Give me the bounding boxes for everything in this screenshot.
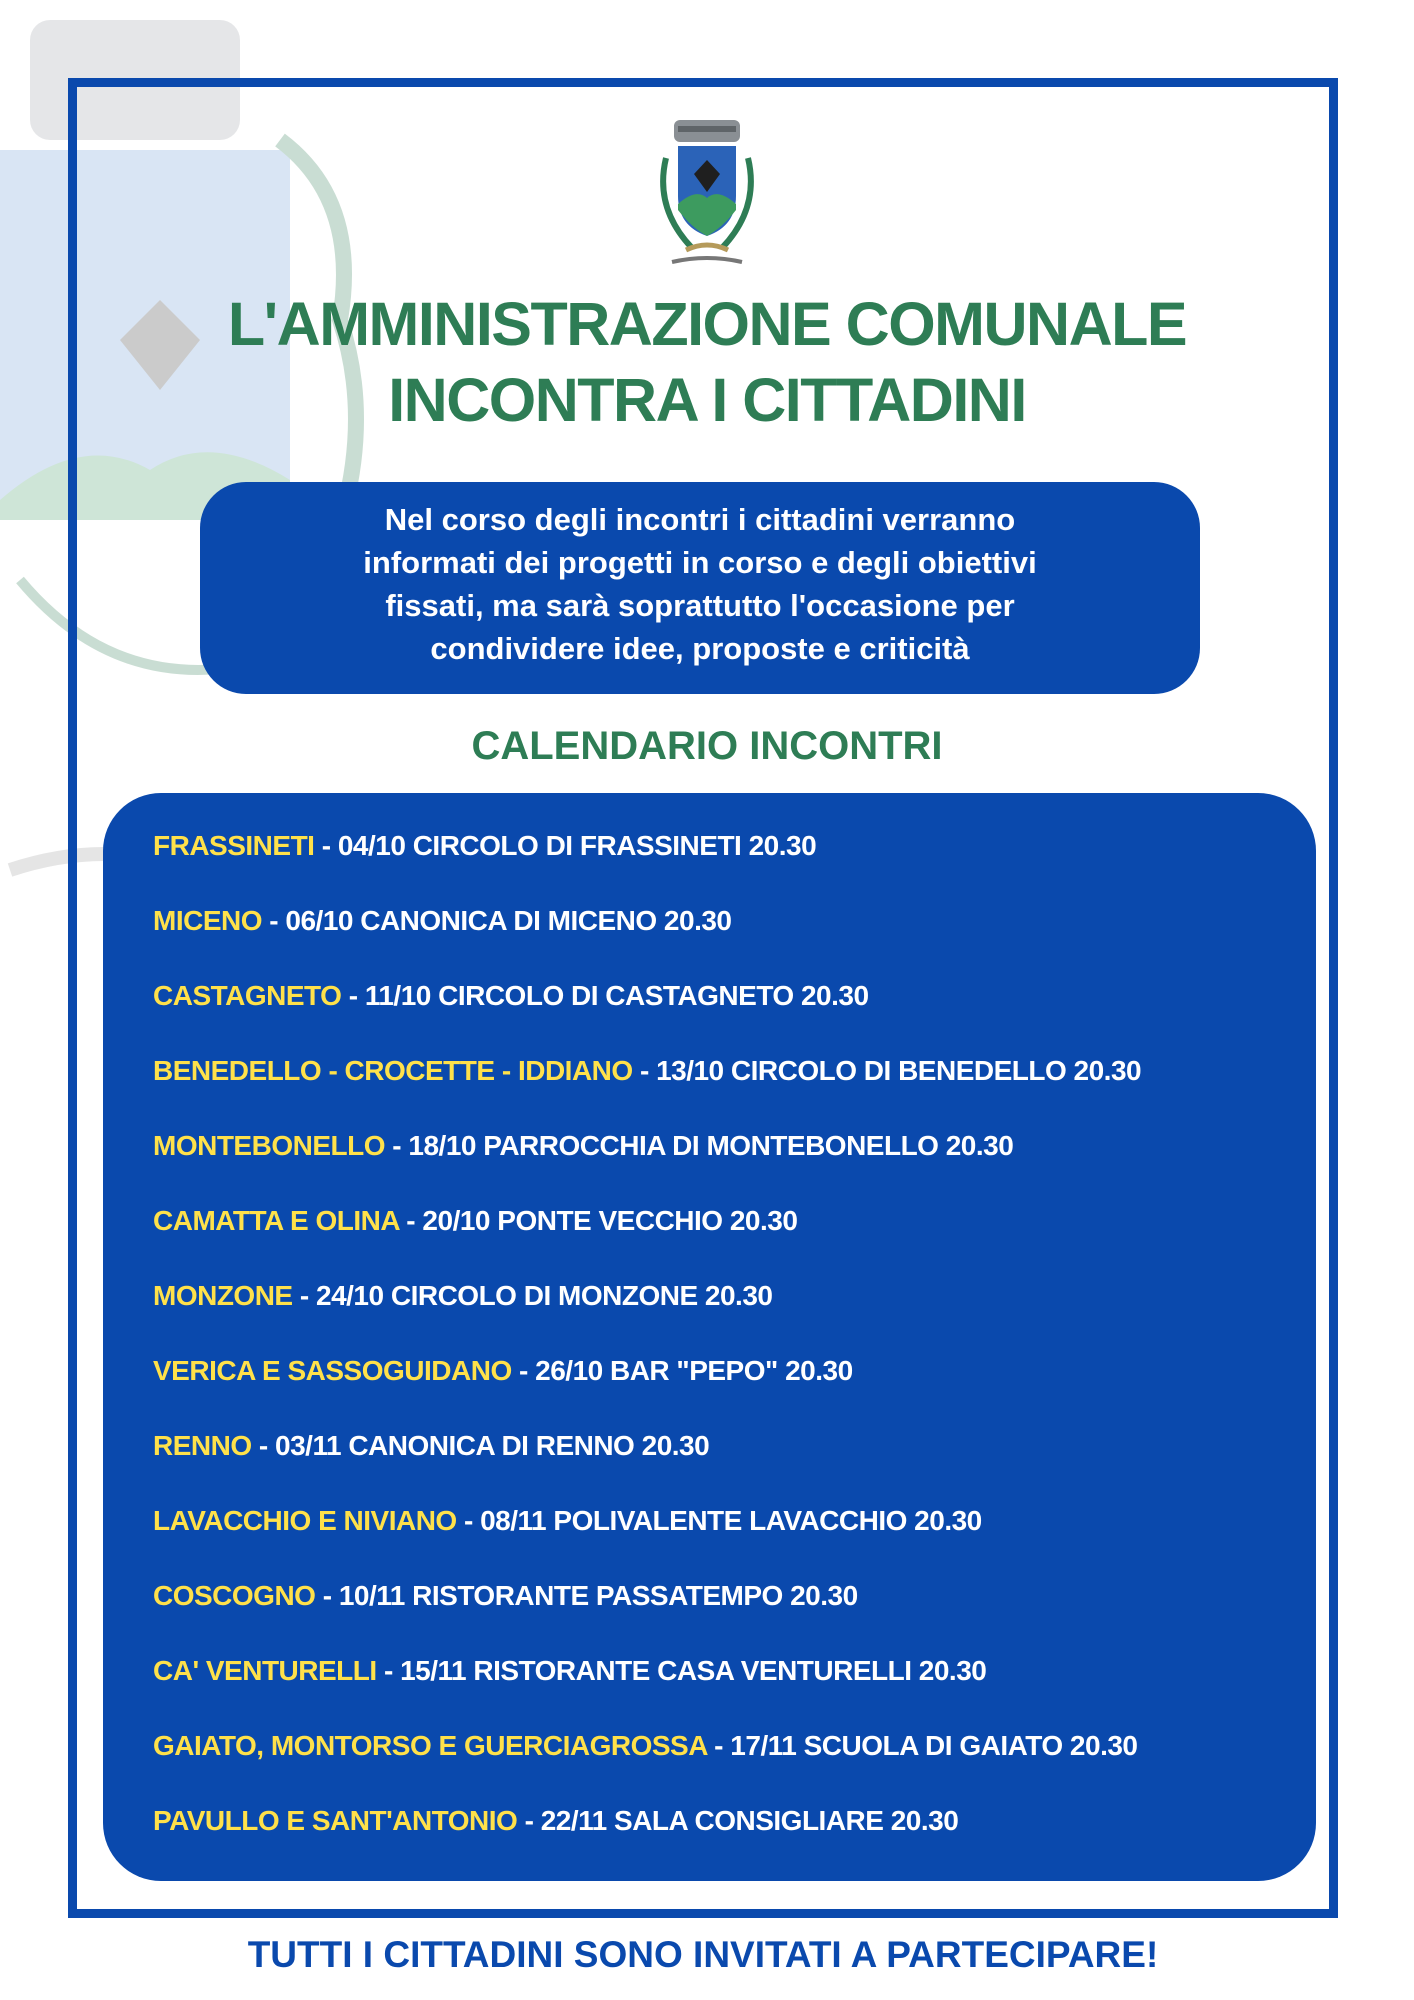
calendar-item-place: LAVACCHIO E NIVIANO — [153, 1505, 457, 1536]
page-title — [120, 286, 1294, 438]
info-line: Nel corso degli incontri i cittadini verranno — [384, 502, 1016, 537]
calendar-item-separator: - — [341, 980, 365, 1011]
calendar-item — [153, 1577, 1276, 1652]
calendar-item-place: MONTEBONELLO — [153, 1130, 385, 1161]
calendar-item — [153, 977, 1276, 1052]
calendar-item-details: 24/10 CIRCOLO DI MONZONE 20.30 — [316, 1280, 773, 1311]
calendar-item-separator: - — [376, 1655, 401, 1686]
calendar-item-details: 11/10 CIRCOLO DI CASTAGNETO 20.30 — [364, 980, 869, 1011]
info-line: condividere idee, proposte e criticità — [430, 631, 970, 666]
calendar-item-separator: - — [456, 1505, 481, 1536]
info-line: informati dei progetti in corso e degli obiettivi — [363, 545, 1037, 580]
title-line-1: L'AMMINISTRAZIONE COMUNALE — [227, 290, 1187, 358]
calendar-item — [153, 1802, 1276, 1877]
calendar-item-details: 22/11 SALA CONSIGLIARE 20.30 — [540, 1805, 959, 1836]
calendar-item — [153, 1277, 1276, 1352]
calendar-item — [153, 1202, 1276, 1277]
calendar-item-place: COSCOGNO — [153, 1580, 316, 1611]
calendar-item-details: 06/10 CANONICA DI MICENO 20.30 — [285, 905, 732, 936]
footer-invitation: TUTTI I CITTADINI SONO INVITATI A PARTECIPARE! — [247, 1934, 1159, 1975]
calendar-list — [153, 827, 1276, 1877]
calendar-item — [153, 1727, 1276, 1802]
calendar-item — [153, 827, 1276, 902]
calendar-item — [153, 1652, 1276, 1727]
calendar-item-separator: - — [517, 1805, 541, 1836]
calendar-item — [153, 1127, 1276, 1202]
calendar-item-details: 26/10 BAR "PEPO" 20.30 — [535, 1355, 853, 1386]
calendar-item-place: CAMATTA E OLINA — [153, 1205, 400, 1236]
calendar-item-separator: - — [706, 1730, 731, 1761]
calendar-item-details: 17/11 SCUOLA DI GAIATO 20.30 — [730, 1730, 1138, 1761]
calendar-item-separator: - — [632, 1055, 657, 1086]
title-line-2: INCONTRA I CITTADINI — [388, 366, 1026, 434]
calendar-item — [153, 1052, 1276, 1127]
info-line: fissati, ma sarà soprattutto l'occasione per — [385, 588, 1015, 623]
calendar-item-details: 10/11 RISTORANTE PASSATEMPO 20.30 — [338, 1580, 858, 1611]
info-box — [200, 482, 1200, 694]
calendar-item-details: 13/10 CIRCOLO DI BENEDELLO 20.30 — [656, 1055, 1142, 1086]
calendar-item-separator: - — [292, 1280, 316, 1311]
calendar-item — [153, 1427, 1276, 1502]
municipal-coat-of-arms-icon — [652, 118, 762, 270]
calendar-item-details: 18/10 PARROCCHIA DI MONTEBONELLO 20.30 — [408, 1130, 1014, 1161]
calendar-panel — [103, 793, 1316, 1881]
calendar-item — [153, 1352, 1276, 1427]
calendar-item-place: VERICA E SASSOGUIDANO — [153, 1355, 512, 1386]
calendar-item-separator: - — [262, 905, 286, 936]
calendar-item-details: 08/11 POLIVALENTE LAVACCHIO 20.30 — [480, 1505, 982, 1536]
calendar-item-place: RENNO — [153, 1430, 252, 1461]
calendar-item-place: MONZONE — [153, 1280, 293, 1311]
calendar-item-place: CA' VENTURELLI — [153, 1655, 377, 1686]
calendar-item-place: CASTAGNETO — [153, 980, 342, 1011]
calendar-item-place: MICENO — [153, 905, 262, 936]
calendar-item-details: 04/10 CIRCOLO DI FRASSINETI 20.30 — [337, 830, 817, 861]
calendar-item-place: FRASSINETI — [153, 830, 315, 861]
calendar-item-separator: - — [385, 1130, 409, 1161]
calendar-item-place: BENEDELLO - CROCETTE - IDDIANO — [153, 1055, 633, 1086]
calendar-item-place: PAVULLO E SANT'ANTONIO — [153, 1805, 518, 1836]
calendar-item-place: GAIATO, MONTORSO E GUERCIAGROSSA — [153, 1730, 707, 1761]
calendar-item — [153, 1502, 1276, 1577]
calendar-item — [153, 902, 1276, 977]
calendar-item-separator: - — [315, 1580, 339, 1611]
calendar-item-details: 03/11 CANONICA DI RENNO 20.30 — [275, 1430, 710, 1461]
calendar-item-separator: - — [511, 1355, 536, 1386]
calendar-heading: CALENDARIO INCONTRI — [471, 724, 943, 768]
calendar-item-separator: - — [251, 1430, 276, 1461]
calendar-item-separator: - — [399, 1205, 423, 1236]
calendar-item-details: 20/10 PONTE VECCHIO 20.30 — [422, 1205, 798, 1236]
calendar-item-separator: - — [314, 830, 338, 861]
calendar-item-details: 15/11 RISTORANTE CASA VENTURELLI 20.30 — [400, 1655, 987, 1686]
